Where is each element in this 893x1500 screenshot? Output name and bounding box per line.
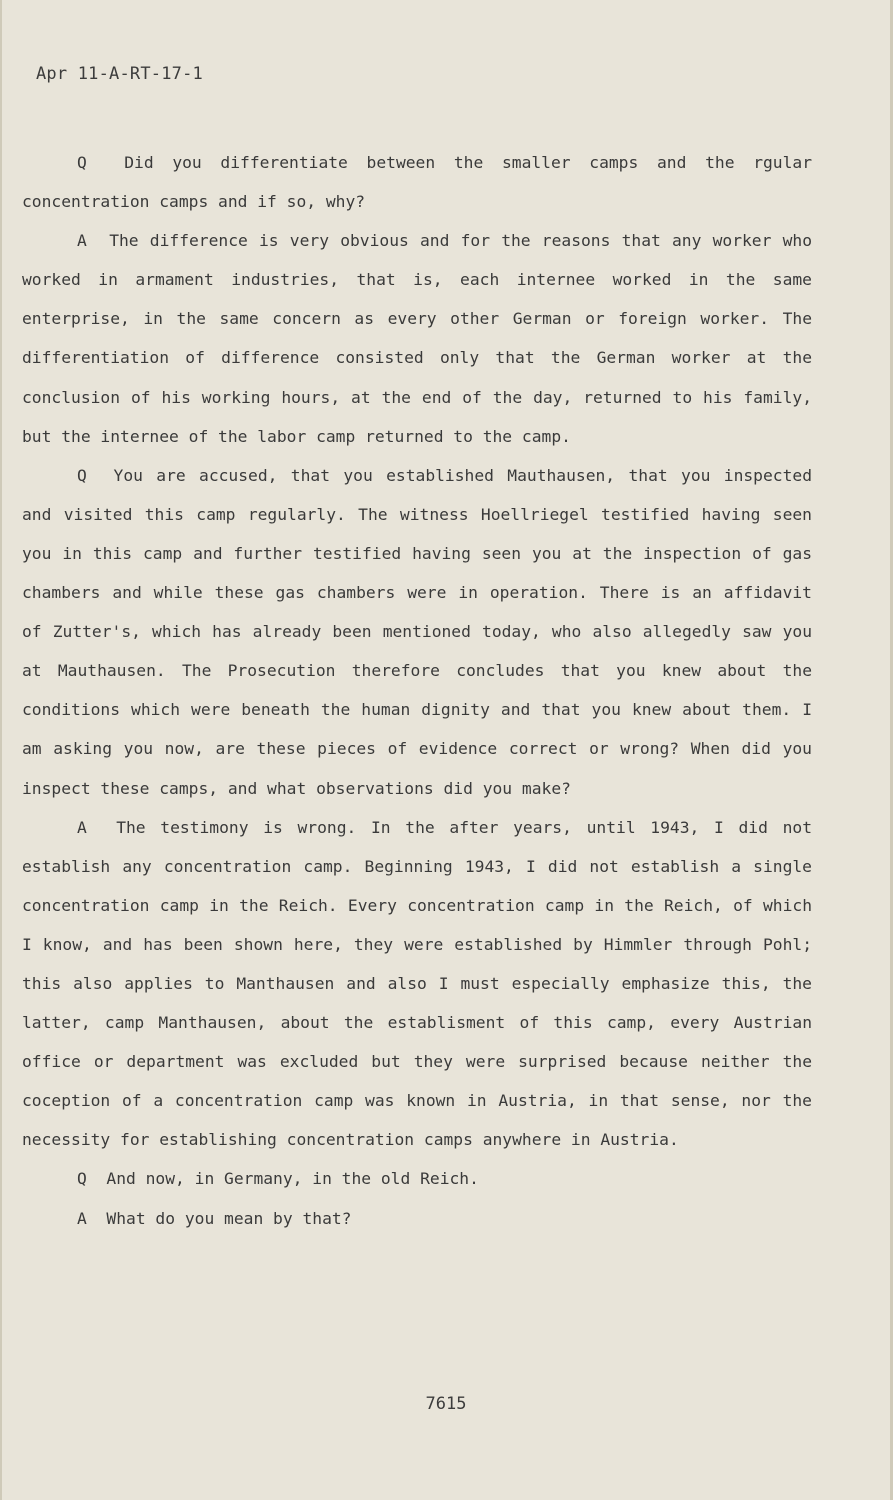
speaker-label: A: [77, 1208, 87, 1228]
transcript-paragraph: [22, 808, 812, 1160]
paragraph-text: The testimony is wrong. In the after years, until 1943, I did not establish any concentration camp. Beginning 1943, I did not establish a single concentration camp in the Reich. Every concentration camp in the Reich, of which I know, and has been shown here, they were established by Himmler through Pohl; this also applies to Manthausen and also I must especially emphasize this, the latter, camp Manthausen, about the establisment of this camp, every Austrian office or department was excluded but they were surprised because neither the coception of a concentration camp was known in Austria, in that sense, nor the necessity for establishing concentration camps anywhere in Austria.: [22, 817, 813, 1150]
speaker-label: A: [77, 231, 87, 251]
paragraph-text: The difference is very obvious and for the reasons that any worker who worked in armament industries, that is, each internee worked in the same enterprise, in the same concern as every other German or foreign worker. The differentiation of difference consisted only that the German worker at the conclusion of his working hours, at the end of the day, returned to his family, but the internee of the labor camp returned to the camp.: [22, 231, 813, 446]
transcript-paragraph: [22, 456, 812, 808]
document-reference: Apr 11-A-RT-17-1: [36, 64, 203, 84]
page-number: 7615: [425, 1394, 467, 1414]
speaker-label: Q: [77, 465, 87, 485]
paragraph-text: And now, in Germany, in the old Reich.: [106, 1169, 479, 1189]
speaker-label: A: [77, 817, 87, 837]
paragraph-text: You are accused, that you established Mauthausen, that you inspected and visited this camp regularly. The witness Hoellriegel testified having seen you in this camp and further testified having seen you at the inspection of gas chambers and while these gas chambers were in operation. There is an affidavit of Zutter's, which has already been mentioned today, who also allegedly saw you at Mauthausen. The Prosecution therefore concludes that you knew about the conditions which were beneath the human dignity and that you knew about them. I am asking you now, are these pieces of evidence correct or wrong? When did you inspect these camps, and what observations did you make?: [22, 465, 812, 798]
speaker-label: Q: [77, 153, 87, 172]
transcript-paragraph: [22, 1159, 812, 1198]
transcript-paragraph: [22, 1199, 812, 1238]
speaker-label: Q: [77, 1169, 87, 1189]
transcript-body: [22, 143, 812, 1238]
paragraph-text: What do you mean by that?: [106, 1208, 352, 1228]
paragraph-text: Did you differentiate between the smaller camps and the rgular concentration camps and if so, why?: [22, 153, 813, 212]
transcript-paragraph: [22, 143, 812, 221]
transcript-paragraph: [22, 221, 812, 456]
